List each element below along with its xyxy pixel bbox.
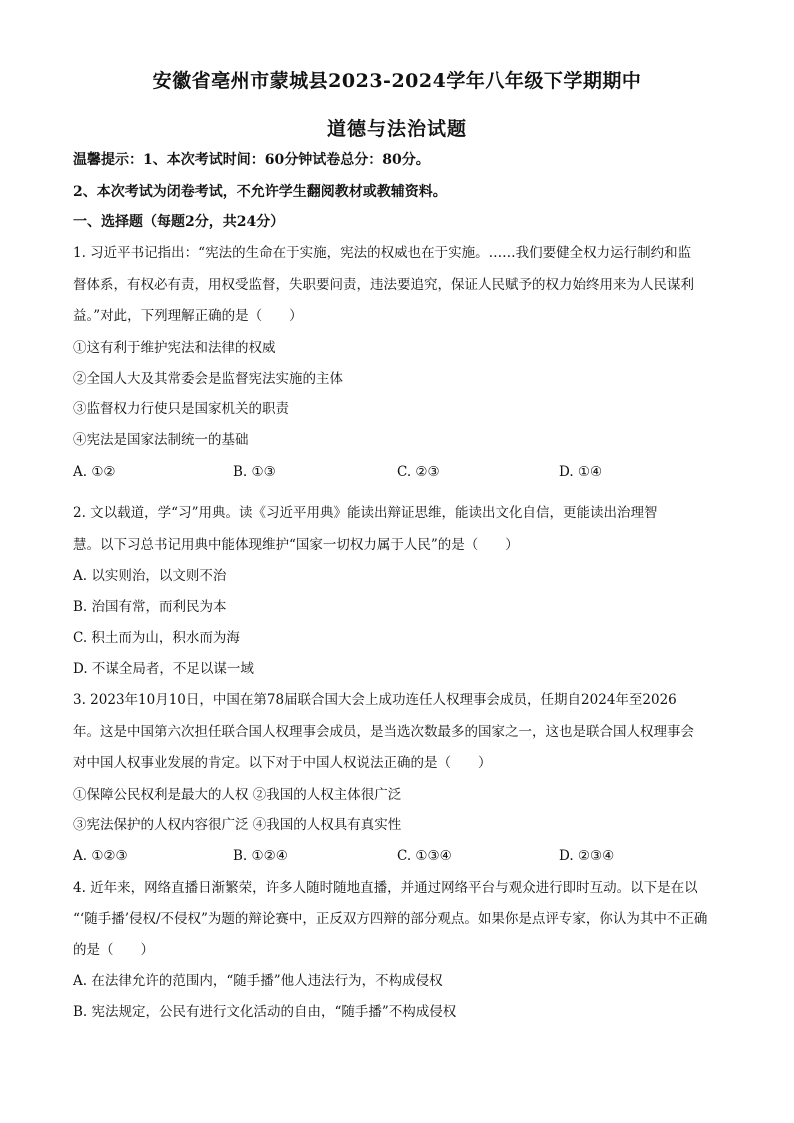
section-heading: 一、选择题（每题2分，共24分） — [73, 214, 285, 230]
q2-option-d: D. 不谋全局者，不足以谋一域 — [73, 661, 254, 677]
q4-option-a: A. 在法律允许的范围内，“随手播”他人违法行为，不构成侵权 — [73, 973, 443, 989]
q1-option-a: A. ①② — [73, 464, 116, 480]
q1-option-c: C. ②③ — [397, 464, 440, 480]
q1-option-b: B. ①③ — [233, 464, 276, 480]
q1-item-1: ①这有利于维护宪法和法律的权威 — [73, 340, 276, 356]
exam-subtitle: 道德与法治试题 — [326, 118, 467, 140]
q2-option-b: B. 治国有常，而利民为本 — [73, 599, 227, 615]
notice-line-2: 2、本次考试为闭卷考试，不允许学生翻阅教材或教辅资料。 — [73, 184, 447, 200]
q3-item-1: ①保障公民权利是最大的人权 ②我国的人权主体很广泛 — [73, 787, 402, 803]
q3-stem-line-1: 3. 2023年10月10日，中国在第78届联合国大会上成功连任人权理事会成员，任期自2024年至2026 — [73, 692, 677, 708]
q1-stem-line-1: 1. 习近平书记指出：“宪法的生命在于实施，宪法的权威也在于实施。……我们要健全权力运行制约和监 — [73, 245, 692, 261]
q3-option-b: B. ①②④ — [233, 848, 288, 864]
q2-stem-line-1: 2. 文以载道，学“习”用典。读《习近平用典》能读出辩证思维，能读出文化自信，更能读出治理智 — [73, 505, 658, 521]
q4-option-b: B. 宪法规定，公民有进行文化活动的自由，“随手播”不构成侵权 — [73, 1004, 457, 1020]
q3-option-c: C. ①③④ — [397, 848, 452, 864]
q4-stem-line-2: “‘随手播’侵权/不侵权”为题的辩论赛中，正反双方四辩的部分观点。如果你是点评专家，你认为其中不正确 — [73, 911, 708, 927]
exam-title: 安徽省亳州市蒙城县2023-2024学年八年级下学期期中 — [152, 70, 642, 92]
q4-stem-line-3: 的是（ ） — [73, 942, 154, 958]
q2-stem-line-2: 慧。以下习总书记用典中能体现维护“国家一切权力属于人民”的是（ ） — [73, 537, 519, 553]
q4-stem-line-1: 4. 近年来，网络直播日渐繁荣，许多人随时随地直播，并通过网络平台与观众进行即时互动。以下是在以 — [73, 880, 698, 896]
q1-item-3: ③监督权力行使只是国家机关的职责 — [73, 401, 289, 417]
notice-line-1: 温馨提示：1、本次考试时间：60分钟试卷总分：80分。 — [73, 152, 430, 168]
q2-option-c: C. 积土而为山，积水而为海 — [73, 630, 240, 646]
q2-option-a: A. 以实则治，以文则不治 — [73, 568, 227, 584]
q3-option-a: A. ①②③ — [73, 848, 128, 864]
q3-stem-line-3: 对中国人权事业发展的肯定。以下对于中国人权说法正确的是（ ） — [73, 755, 492, 771]
q1-stem-line-3: 益。”对此，下列理解正确的是（ ） — [73, 308, 303, 324]
q1-option-d: D. ①④ — [559, 464, 603, 480]
q3-options — [73, 847, 733, 865]
q3-item-2: ③宪法保护的人权内容很广泛 ④我国的人权具有真实性 — [73, 817, 402, 833]
q1-item-2: ②全国人大及其常委会是监督宪法实施的主体 — [73, 371, 343, 387]
q1-stem-line-2: 督体系，有权必有责，用权受监督，失职要问责，违法要追究，保证人民赋予的权力始终用来为人民谋利 — [73, 277, 694, 293]
q1-item-4: ④宪法是国家法制统一的基础 — [73, 432, 249, 448]
q3-stem-line-2: 年。这是中国第六次担任联合国人权理事会成员，是当选次数最多的国家之一，这也是联合国人权理事会 — [73, 724, 694, 740]
q1-options — [73, 463, 733, 481]
q3-option-d: D. ②③④ — [559, 848, 615, 864]
